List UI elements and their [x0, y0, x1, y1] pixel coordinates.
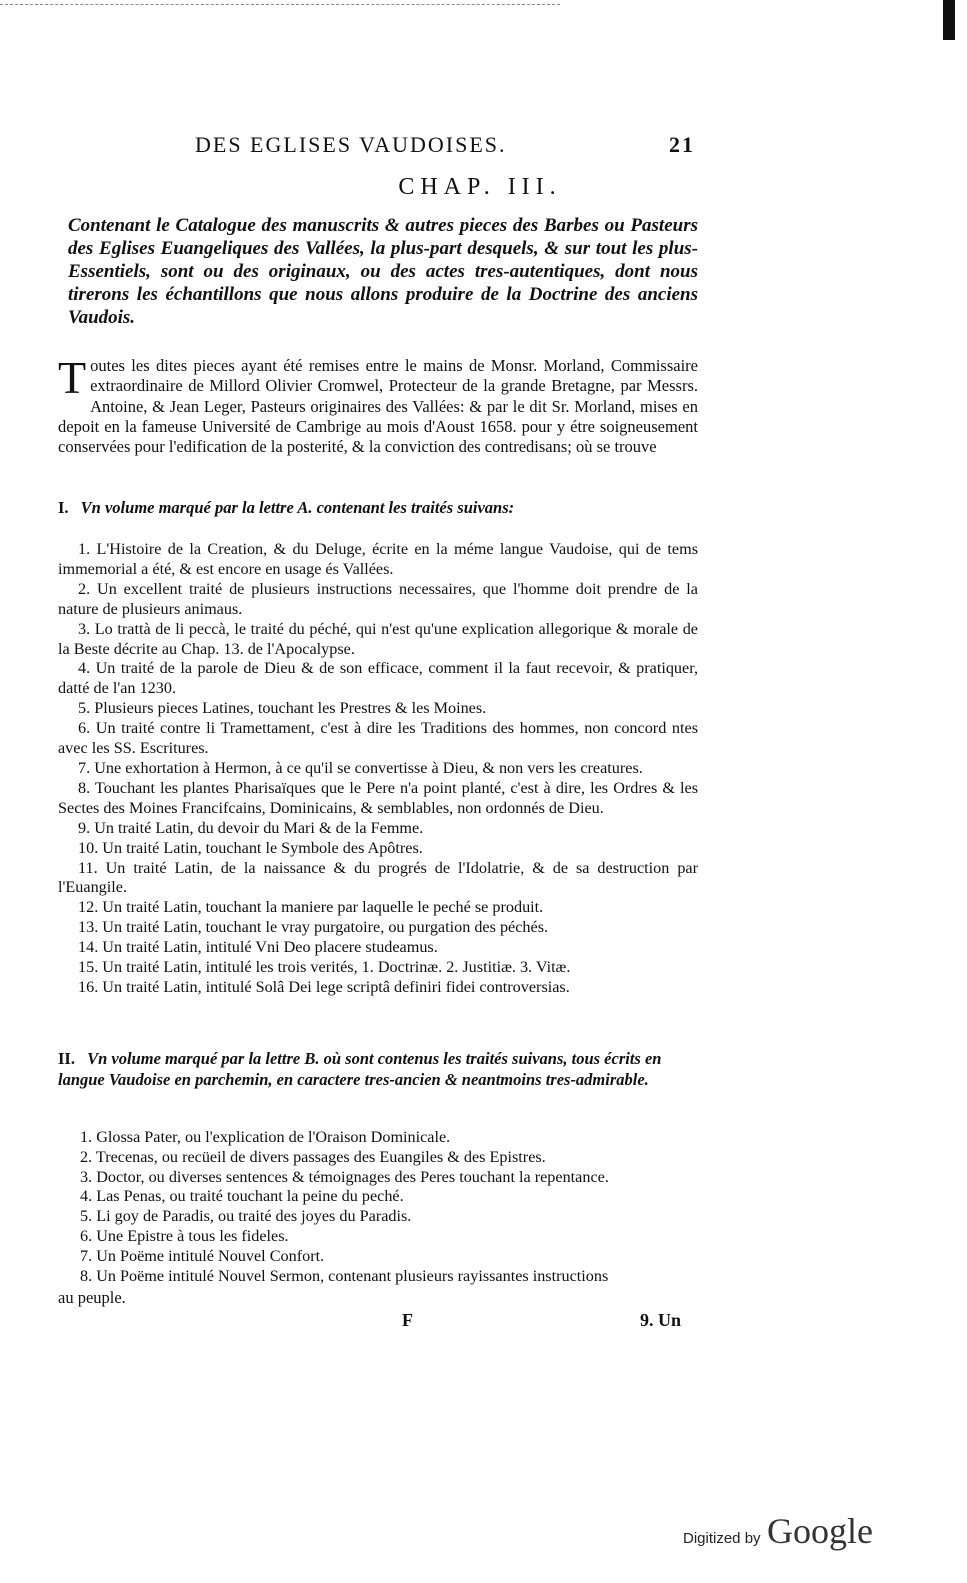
- list-item: 12. Un traité Latin, touchant la maniere par laquelle le peché se produit.: [78, 898, 544, 917]
- list-item: 11. Un traité Latin, de la naissance & du progrés de l'Idolatrie, & de sa destruction par l'Euangile.: [58, 858, 698, 897]
- section-b-heading-text: Vn volume marqué par la lettre B. où sont contenus les traités suivans, tous écrits en langue Vaudoise en parchemin, en caractere tres-ancien & neantmoins tres-admirable.: [58, 1049, 662, 1089]
- running-title: DES EGLISES VAUDOISES.: [195, 132, 507, 157]
- section-b-heading: [58, 1048, 698, 1090]
- list-item: 4. Las Penas, ou traité touchant la peine du peché.: [80, 1187, 404, 1206]
- list-item: 10. Un traité Latin, touchant le Symbole des Apôtres.: [78, 838, 423, 857]
- list-item: 3. Lo trattà de li peccà, le traité du péché, qui n'est qu'une explication allegorique & morale de la Beste décrite au Chap. 13. de l'Apocalypse.: [58, 619, 698, 658]
- section-a-heading-text: Vn volume marqué par la lettre A. contenant les traités suivans:: [80, 498, 515, 517]
- section-b-list: [58, 1128, 698, 1286]
- top-edge-mark: [0, 4, 560, 6]
- scan-edge-mark: [943, 0, 955, 40]
- list-item: 15. Un traité Latin, intitulé les trois verités, 1. Doctrinæ. 2. Justitiæ. 3. Vitæ.: [78, 958, 571, 977]
- chapter-summary: Contenant le Catalogue des manuscrits & autres pieces des Barbes ou Pasteurs des Eglises Euangeliques des Vallées, la plus-part desquels, & sur tout les plus-Essentiels, sont ou des originaux, ou des actes tres-autentiques, dont nous tirerons les échantillons que nous allons produire de la Doctrine des anciens Vaudois.: [68, 215, 698, 328]
- page-number: 21: [669, 132, 695, 157]
- google-logo: Google: [767, 1511, 873, 1551]
- list-item: 2. Un excellent traité de plusieurs instructions necessaires, que l'homme doit prendre de la nature de plusieurs animaus.: [58, 579, 698, 618]
- list-item: 3. Doctor, ou diverses sentences & témoignages des Peres touchant la repentance.: [80, 1167, 609, 1186]
- digitized-by-label: Digitized by: [683, 1530, 761, 1547]
- intro-paragraph: [58, 352, 698, 457]
- list-item: 6. Un traité contre li Tramettament, c'est à dire les Traditions des hommes, non concord ntes avec les SS. Escritures.: [58, 719, 698, 758]
- list-item: 8. Touchant les plantes Pharisaïques que le Pere n'a point planté, c'est à dire, les Ordres & les Sectes des Moines Francifcains, Dominicains, & semblables, non ordonnés de Dieu.: [58, 778, 698, 817]
- list-item: 8. Un Poëme intitulé Nouvel Sermon, contenant plusieurs rayissantes instructions: [80, 1266, 609, 1285]
- drop-cap: T: [58, 352, 87, 403]
- section-a-list: [58, 540, 698, 998]
- section-a-number: I.: [58, 498, 69, 517]
- list-item: 13. Un traité Latin, touchant le vray purgatoire, ou purgation des péchés.: [78, 918, 549, 937]
- catchword: 9. Un: [640, 1310, 682, 1330]
- signature-mark: F: [402, 1310, 413, 1330]
- list-item: 5. Li goy de Paradis, ou traité des joyes du Paradis.: [80, 1207, 412, 1226]
- chapter-title: CHAP. III.: [398, 174, 562, 200]
- list-item: 5. Plusieurs pieces Latines, touchant les Prestres & les Moines.: [78, 699, 487, 718]
- list-item: 6. Une Epistre à tous les fideles.: [80, 1226, 289, 1245]
- intro-text: outes les dites pieces ayant été remises entre le mains de Monsr. Morland, Commissaire extraordinaire de Millord Olivier Cromwel, Protecteur de la grande Bretagne, par Messrs. Antoine, & Jean Leger, Pasteurs originaires des Vallées: & par le dit Sr. Morland, mises en depoit en la fameuse Université de Cambrige au mois d'Aoust 1658. pour y étre soigneusement conservées pour l'edification de la posterité, & la conviction des contredisans; où se trouve: [58, 356, 698, 457]
- continuation-line: au peuple.: [58, 1288, 126, 1307]
- list-item: 1. L'Histoire de la Creation, & du Deluge, écrite en la méme langue Vaudoise, qui de tems immemorial a été, & est encore en usage és Vallées.: [58, 540, 698, 578]
- list-item: 16. Un traité Latin, intitulé Solâ Dei lege scriptâ definiri fidei controversias.: [78, 977, 570, 996]
- section-b-number: II.: [58, 1049, 75, 1068]
- section-a-heading: [58, 497, 698, 518]
- digitized-badge: [683, 1510, 873, 1552]
- list-item: 2. Trecenas, ou recüeil de divers passages des Euangiles & des Epistres.: [80, 1147, 546, 1166]
- list-item: 4. Un traité de la parole de Dieu & de son efficace, comment il la faut recevoir, & pratiquer, datté de l'an 1230.: [58, 659, 698, 698]
- list-item: 9. Un traité Latin, du devoir du Mari & de la Femme.: [78, 818, 424, 837]
- list-item: 7. Un Poëme intitulé Nouvel Confort.: [80, 1246, 325, 1265]
- list-item: 1. Glossa Pater, ou l'explication de l'Oraison Dominicale.: [80, 1128, 451, 1146]
- list-item: 14. Un traité Latin, intitulé Vni Deo placere studeamus.: [78, 938, 438, 957]
- list-item: 7. Une exhortation à Hermon, à ce qu'il se convertisse à Dieu, & non vers les creatures.: [78, 758, 643, 777]
